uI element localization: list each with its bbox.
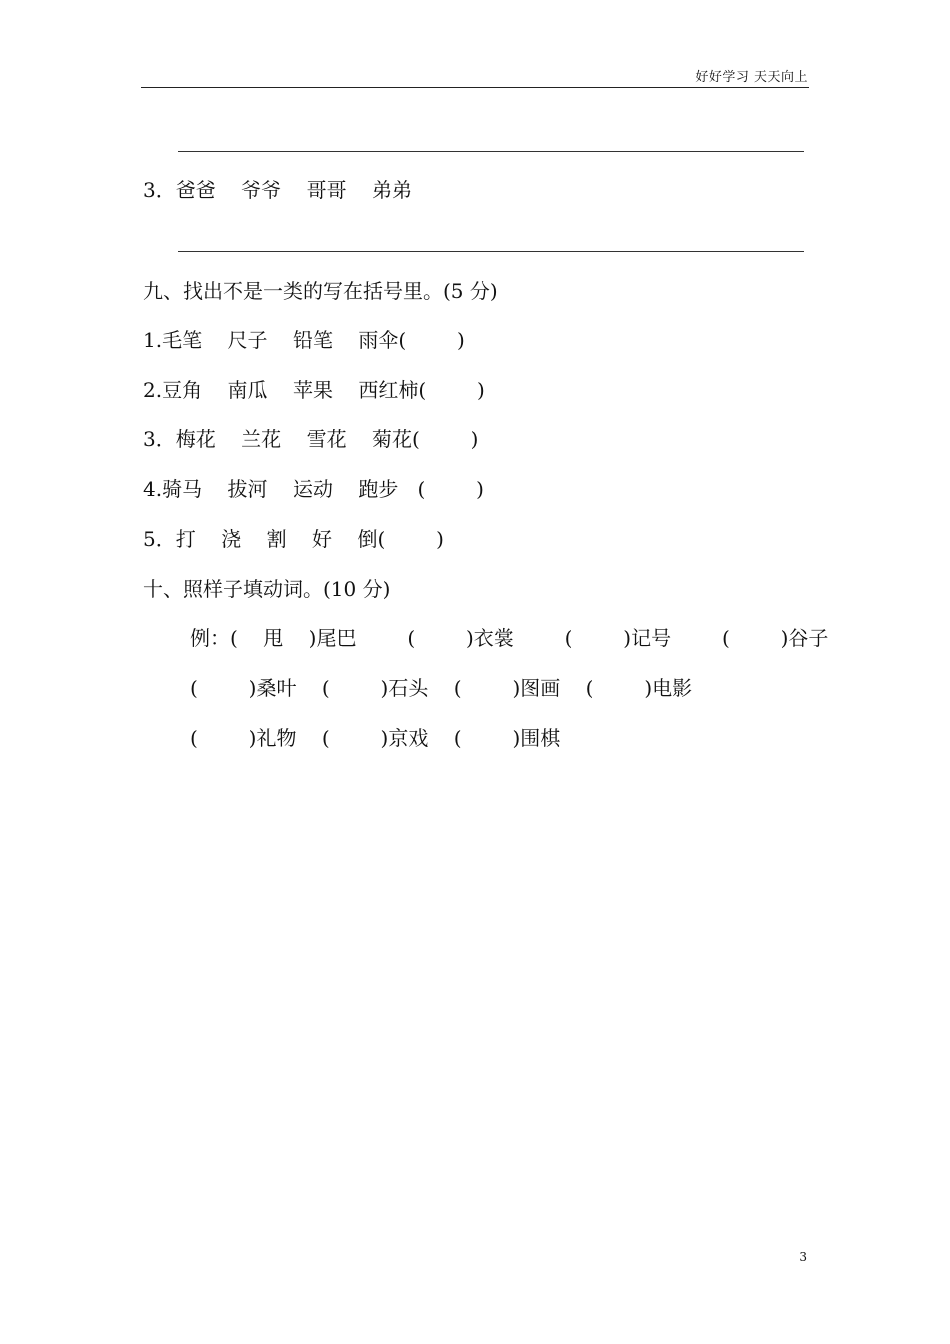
question-item: 4.骑马 拔河 运动 跑步 ( ) [143,477,484,501]
page-number: 3 [799,1250,807,1264]
answer-line[interactable] [178,251,804,252]
question-item: 5．打 浇 割 好 倒( ) [143,527,444,551]
question-item: 3．爸爸 爷爷 哥哥 弟弟 [143,178,413,202]
fill-row: ( )礼物 ( )京戏 ( )围棋 [190,726,561,750]
fill-row: ( )桑叶 ( )石头 ( )图画 ( )电影 [190,676,693,700]
header-motto: 好好学习 天天向上 [695,70,808,85]
section-10-title: 十、照样子填动词。(10 分) [143,577,391,601]
question-item: 3．梅花 兰花 雪花 菊花( ) [143,427,479,451]
answer-line[interactable] [178,151,804,152]
question-item: 1.毛笔 尺子 铅笔 雨伞( ) [143,328,465,352]
question-item: 2.豆角 南瓜 苹果 西红柿( ) [143,378,485,402]
header-divider [141,87,809,88]
section-9-title: 九、找出不是一类的写在括号里。(5 分) [143,279,498,303]
fill-row: 例：( 甩 )尾巴 ( )衣裳 ( )记号 ( )谷子 [190,626,829,650]
